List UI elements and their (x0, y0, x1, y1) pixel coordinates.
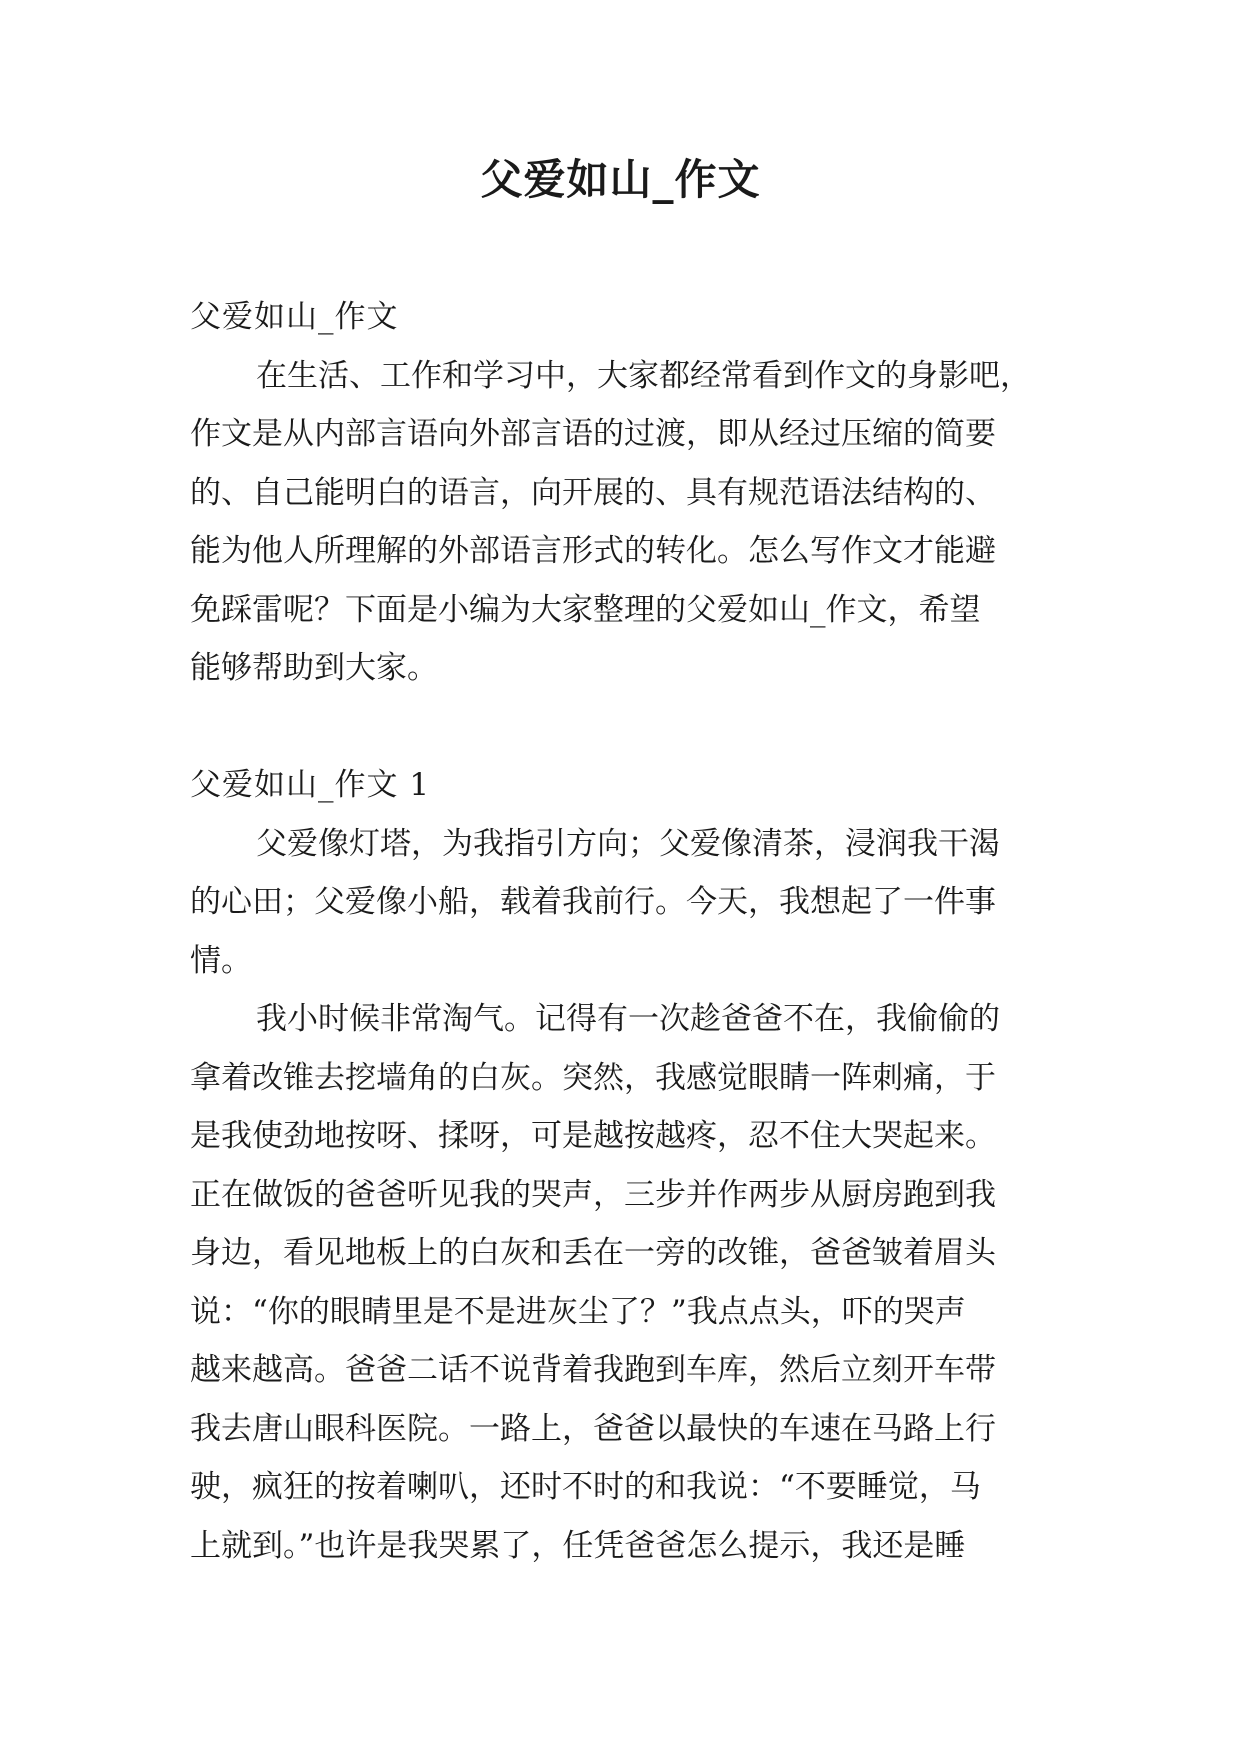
document-title: 父爱如山_作文 (480, 155, 761, 204)
intro-paragraph (190, 347, 1070, 698)
paragraph-line: 免踩雷呢？下面是小编为大家整理的父爱如山_作文，希望 (190, 591, 981, 628)
paragraph-line: 情。 (190, 942, 252, 979)
essay-heading: 父爱如山_作文 1 (190, 767, 431, 803)
paragraph-line: 身边，看见地板上的白灰和丢在一旁的改锥，爸爸皱着眉头 (190, 1235, 996, 1271)
essay-paragraph-1 (190, 815, 1070, 991)
paragraph-line: 说：“你的眼睛里是不是进灰尘了？”我点点头，吓的哭声 (190, 1293, 966, 1330)
paragraph-line: 能为他人所理解的外部语言形式的转化。怎么写作文才能避 (190, 533, 996, 569)
paragraph-line: 作文是从内部言语向外部言语的过渡，即从经过压缩的简要 (190, 416, 996, 452)
paragraph-line: 越来越高。爸爸二话不说背着我跑到车库，然后立刻开车带 (190, 1352, 996, 1388)
paragraph-line: 能够帮助到大家。 (190, 650, 438, 686)
paragraph-line: 的心田；父爱像小船，载着我前行。今天，我想起了一件事 (190, 884, 996, 920)
paragraph-line: 在生活、工作和学习中，大家都经常看到作文的身影吧， (256, 357, 1031, 394)
section-spacer (190, 698, 1070, 757)
paragraph-line: 我去唐山眼科医院。一路上，爸爸以最快的车速在马路上行 (190, 1410, 996, 1447)
paragraph-line: 父爱像灯塔，为我指引方向；父爱像清茶，浸润我干渴 (256, 825, 1000, 862)
paragraph-line: 的、自己能明白的语言，向开展的、具有规范语法结构的、 (190, 474, 996, 511)
paragraph-line: 是我使劲地按呀、揉呀，可是越按越疼，忍不住大哭起来。 (190, 1118, 996, 1154)
paragraph-line: 正在做饭的爸爸听见我的哭声，三步并作两步从厨房跑到我 (190, 1176, 996, 1213)
essay-paragraph-2 (190, 990, 1070, 1575)
paragraph-line: 我小时候非常淘气。记得有一次趁爸爸不在，我偷偷的 (256, 1001, 1000, 1037)
document-body (190, 288, 1070, 1575)
intro-heading: 父爱如山_作文 (190, 299, 399, 335)
paragraph-line: 拿着改锥去挖墙角的白灰。突然，我感觉眼睛一阵刺痛，于 (190, 1059, 996, 1096)
paragraph-line: 驶，疯狂的按着喇叭，还时不时的和我说：“不要睡觉，马 (190, 1469, 981, 1505)
paragraph-line: 上就到。”也许是我哭累了，任凭爸爸怎么提示，我还是睡 (190, 1527, 966, 1564)
